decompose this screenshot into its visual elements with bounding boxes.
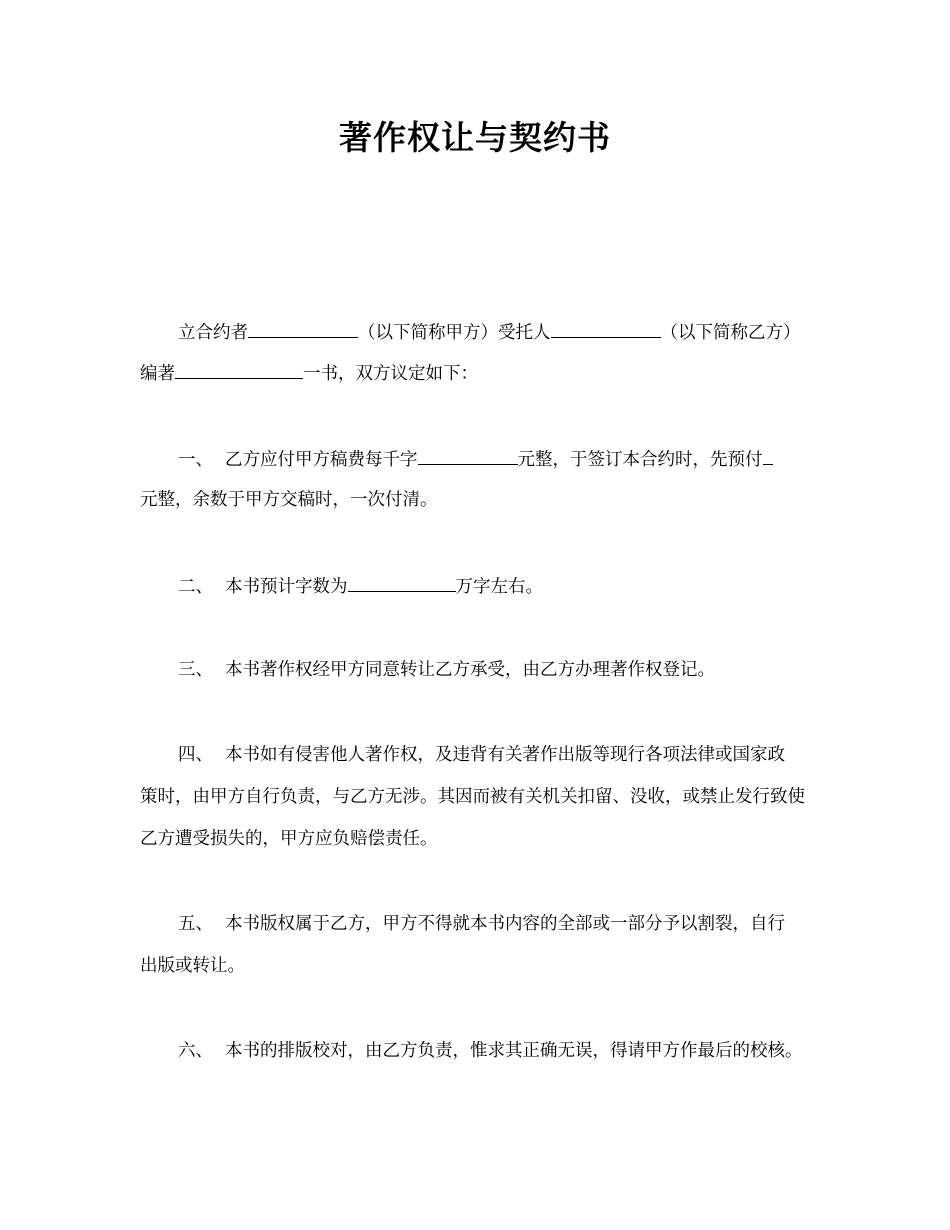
blank-party-a bbox=[248, 319, 358, 338]
text: 本书版权属于乙方，甲方不得就本书内容的全部或一部分予以割裂，自行 bbox=[225, 914, 785, 934]
clause-number: 三、 bbox=[178, 660, 213, 680]
blank-book-title bbox=[175, 360, 303, 379]
clause-number: 四、 bbox=[178, 745, 213, 765]
text: 本书的排版校对，由乙方负责，惟求其正确无误，得请甲方作最后的校核。 bbox=[225, 1041, 803, 1061]
text: 元整，于签订本合约时，先预付 bbox=[517, 450, 763, 470]
text: （以下简称乙方） bbox=[660, 323, 801, 343]
text: 本书预计字数为 bbox=[225, 577, 348, 597]
clause-number: 五、 bbox=[178, 914, 213, 934]
clause-4 bbox=[178, 743, 785, 767]
clause-number: 一、 bbox=[178, 450, 213, 470]
blank-prepay bbox=[763, 446, 773, 465]
text: （以下简称甲方）受托人 bbox=[358, 323, 551, 343]
preamble-line-1 bbox=[178, 319, 801, 345]
preamble-line-2 bbox=[140, 360, 478, 386]
clause-3 bbox=[178, 658, 715, 682]
clause-5 bbox=[178, 912, 785, 936]
clause-number: 六、 bbox=[178, 1041, 213, 1061]
text: 乙方应付甲方稿费每千字 bbox=[225, 450, 418, 470]
clause-number: 二、 bbox=[178, 577, 213, 597]
clause-1-cont: 元整，余数于甲方交稿时，一次付清。 bbox=[140, 490, 438, 510]
blank-trustee bbox=[551, 319, 661, 338]
clause-4-cont-2: 乙方遭受损失的，甲方应负赔偿责任。 bbox=[140, 829, 438, 849]
clause-6 bbox=[178, 1039, 803, 1063]
text: 本书如有侵害他人著作权，及违背有关著作出版等现行各项法律或国家政 bbox=[225, 745, 785, 765]
clause-2 bbox=[178, 573, 543, 599]
text: 一书，双方议定如下： bbox=[303, 364, 478, 384]
document-title: 著作权让与契约书 bbox=[339, 118, 611, 157]
text: 万字左右。 bbox=[455, 577, 543, 597]
clause-1 bbox=[178, 446, 773, 472]
clause-5-cont: 出版或转让。 bbox=[140, 956, 245, 976]
blank-word-count bbox=[348, 573, 456, 592]
text: 立合约者 bbox=[178, 323, 248, 343]
clause-4-cont-1: 策时，由甲方自行负责，与乙方无涉。其因而被有关机关扣留、没收，或禁止发行致使 bbox=[140, 787, 805, 807]
text: 本书著作权经甲方同意转让乙方承受，由乙方办理著作权登记。 bbox=[225, 660, 715, 680]
text: 编著 bbox=[140, 364, 175, 384]
blank-fee bbox=[418, 446, 518, 465]
